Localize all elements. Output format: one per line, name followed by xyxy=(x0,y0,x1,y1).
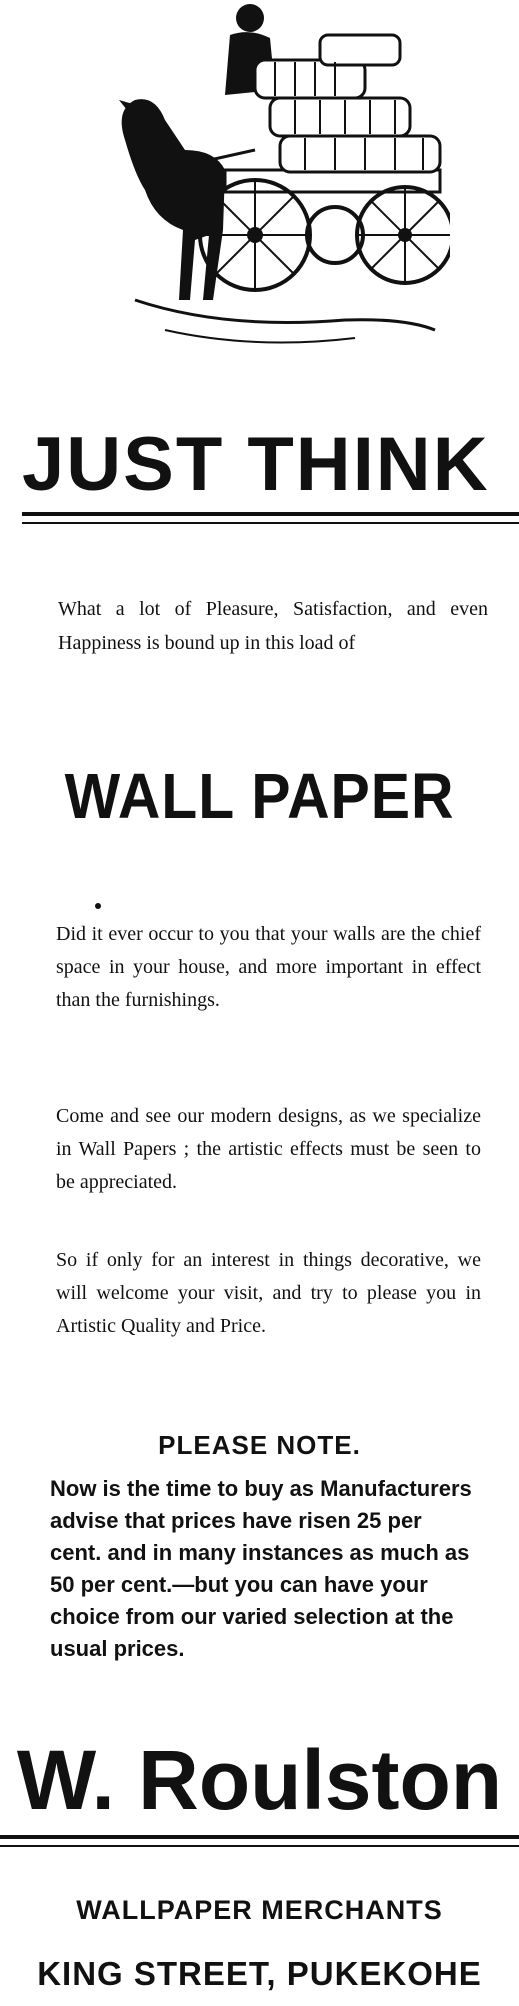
merchant-name: W. Roulston xyxy=(16,1733,503,1827)
headline-rule-thin xyxy=(22,522,519,524)
merchant-address: KING STREET, PUKEKOHE xyxy=(37,1955,482,1992)
intro-text: What a lot of Pleasure, Satisfaction, and even Happiness is bound up in this load of xyxy=(58,598,488,654)
paragraph-designs: Come and see our modern designs, as we specialize in Wall Papers ; the artistic effects must be seen to be appreciated. xyxy=(56,1105,481,1193)
name-rule-thin xyxy=(0,1845,519,1847)
product-heading: WALL PAPER xyxy=(64,760,455,832)
headline: JUST THINK xyxy=(22,422,490,507)
name-rule xyxy=(0,1835,519,1839)
merchant-trade: WALLPAPER MERCHANTS xyxy=(76,1895,443,1925)
horse-wagon-illustration xyxy=(105,0,450,355)
paragraph-visit: So if only for an interest in things decorative, we will welcome your visit, and try to please you in Artistic Quality and Price. xyxy=(56,1249,481,1337)
paragraph-walls: Did it ever occur to you that your walls are the chief space in your house, and more important in effect than the furnishings. xyxy=(56,923,481,1011)
headline-rule xyxy=(22,512,519,516)
bullet-dot xyxy=(95,903,101,909)
note-heading: PLEASE NOTE. xyxy=(158,1430,361,1460)
note-body: Now is the time to buy as Manufacturers advise that prices have risen 25 per cent. and in many instances as much as 50 per cent.—but you can have your choice from our varied selection at the usual prices. xyxy=(50,1476,472,1661)
